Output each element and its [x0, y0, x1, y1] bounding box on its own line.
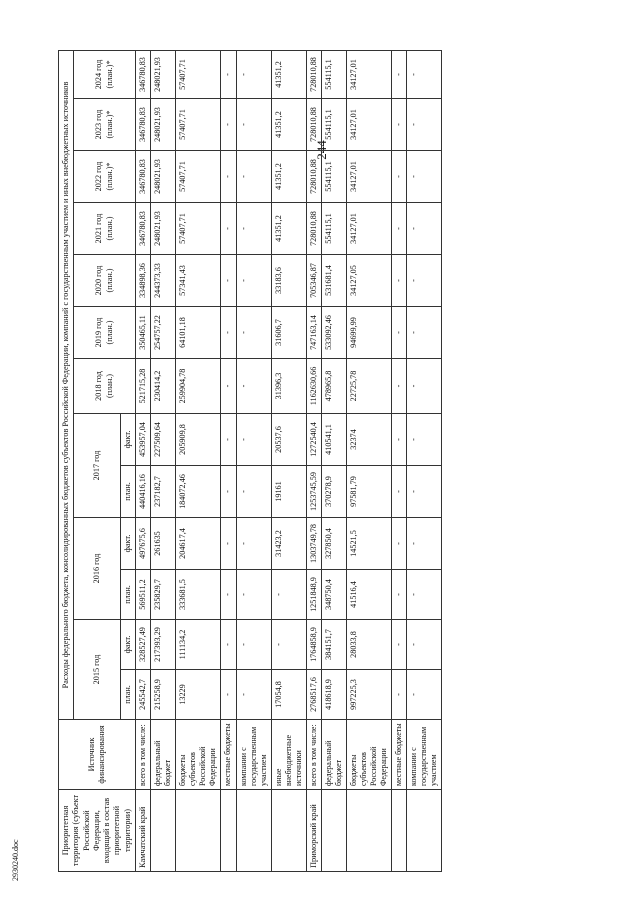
value-cell: 94699,99: [347, 307, 392, 359]
value-cell: -: [407, 518, 442, 570]
value-cell: -: [407, 203, 442, 255]
header-2016: 2016 год: [74, 518, 120, 620]
header-2022: 2022 год (план.)*: [74, 151, 136, 203]
value-cell: 1303749,78: [306, 518, 322, 570]
table-body: [135, 50, 442, 871]
value-cell: 205909,8: [176, 414, 221, 466]
value-cell: -: [236, 620, 271, 670]
source-cell: федеральный бюджет: [151, 720, 176, 790]
header-2024: 2024 год (план.)*: [74, 50, 136, 98]
value-cell: -: [236, 414, 271, 466]
header-2021: 2021 год (план.): [74, 203, 136, 255]
table-row: [236, 50, 271, 871]
value-cell: 41516,4: [347, 570, 392, 620]
value-cell: -: [221, 466, 236, 518]
value-cell: 41351,2: [271, 151, 306, 203]
value-cell: -: [407, 670, 442, 720]
value-cell: -: [407, 50, 442, 98]
value-cell: 554115,1: [322, 151, 347, 203]
value-cell: 32374: [347, 414, 392, 466]
value-cell: -: [236, 99, 271, 151]
value-cell: 346780,83: [135, 99, 151, 151]
value-cell: -: [407, 99, 442, 151]
source-cell: местные бюджеты: [392, 720, 407, 790]
value-cell: 554115,1: [322, 99, 347, 151]
value-cell: 57407,71: [176, 203, 221, 255]
value-cell: -: [221, 570, 236, 620]
region-cell: [236, 790, 271, 872]
value-cell: 215258,9: [151, 670, 176, 720]
value-cell: 334898,36: [135, 255, 151, 307]
value-cell: -: [407, 620, 442, 670]
value-cell: 248021,93: [151, 203, 176, 255]
value-cell: -: [392, 307, 407, 359]
value-cell: 248021,93: [151, 151, 176, 203]
value-cell: 384151,7: [322, 620, 347, 670]
value-cell: 346780,83: [135, 151, 151, 203]
value-cell: 235829,7: [151, 570, 176, 620]
header-2017-fact: факт.: [120, 414, 135, 466]
value-cell: 259904,78: [176, 359, 221, 414]
region-cell: [392, 790, 407, 872]
value-cell: -: [392, 670, 407, 720]
header-2015-fact: факт.: [120, 620, 135, 670]
value-cell: -: [407, 466, 442, 518]
page-number: 244: [313, 140, 329, 160]
value-cell: -: [221, 307, 236, 359]
table-row: [392, 50, 407, 871]
table-row: [135, 50, 151, 871]
value-cell: 13229: [176, 670, 221, 720]
value-cell: 237182,7: [151, 466, 176, 518]
region-cell: [407, 790, 442, 872]
value-cell: 747163,14: [306, 307, 322, 359]
value-cell: 2768517,6: [306, 670, 322, 720]
value-cell: -: [407, 255, 442, 307]
region-cell: [151, 790, 176, 872]
value-cell: -: [392, 359, 407, 414]
value-cell: 217393,29: [151, 620, 176, 670]
value-cell: 346780,83: [135, 50, 151, 98]
header-2020: 2020 год (план.): [74, 255, 136, 307]
value-cell: -: [221, 359, 236, 414]
header-source: Источник финансирования: [59, 720, 136, 790]
value-cell: -: [392, 620, 407, 670]
value-cell: 1253745,59: [306, 466, 322, 518]
value-cell: -: [271, 570, 306, 620]
value-cell: -: [236, 307, 271, 359]
source-cell: компании с государственным участием: [236, 720, 271, 790]
value-cell: -: [392, 255, 407, 307]
value-cell: -: [392, 518, 407, 570]
table-row: [271, 50, 306, 871]
header-territory: Приоритетная территория (субъект Российской Федерации, входящий в состав приоритетной территории): [59, 790, 136, 872]
value-cell: 728010,88: [306, 99, 322, 151]
value-cell: 1162630,66: [306, 359, 322, 414]
source-cell: иные внебюджетные источники: [271, 720, 306, 790]
value-cell: 184072,46: [176, 466, 221, 518]
header-2016-fact: факт.: [120, 518, 135, 570]
value-cell: 17054,8: [271, 670, 306, 720]
table-row: [151, 50, 176, 871]
value-cell: -: [407, 359, 442, 414]
value-cell: 111134,2: [176, 620, 221, 670]
value-cell: 327850,4: [322, 518, 347, 570]
value-cell: 34127,01: [347, 99, 392, 151]
value-cell: 97581,79: [347, 466, 392, 518]
value-cell: 20537,6: [271, 414, 306, 466]
header-group-title: Расходы федерального бюджета, консолидированных бюджетов субъектов Российской Федерации, компаний с государственным участием и иных внебюджетных источников: [59, 50, 74, 719]
value-cell: 57407,71: [176, 99, 221, 151]
value-cell: -: [392, 414, 407, 466]
value-cell: 497675,6: [135, 518, 151, 570]
value-cell: 728010,88: [306, 203, 322, 255]
value-cell: -: [221, 670, 236, 720]
value-cell: 418618,9: [322, 670, 347, 720]
value-cell: 244373,33: [151, 255, 176, 307]
value-cell: 41351,2: [271, 203, 306, 255]
region-cell: [271, 790, 306, 872]
value-cell: 569511,2: [135, 570, 151, 620]
value-cell: 41351,2: [271, 50, 306, 98]
source-cell: местные бюджеты: [221, 720, 236, 790]
value-cell: 350465,11: [135, 307, 151, 359]
table-row: [407, 50, 442, 871]
value-cell: -: [236, 151, 271, 203]
value-cell: 57407,71: [176, 151, 221, 203]
table-row: [322, 50, 347, 871]
value-cell: 728010,88: [306, 50, 322, 98]
value-cell: -: [221, 620, 236, 670]
value-cell: 453957,04: [135, 414, 151, 466]
value-cell: 254757,22: [151, 307, 176, 359]
value-cell: -: [236, 359, 271, 414]
value-cell: 333681,5: [176, 570, 221, 620]
value-cell: -: [392, 570, 407, 620]
region-cell: Камчатский край: [135, 790, 151, 872]
value-cell: 33183,6: [271, 255, 306, 307]
region-cell: [347, 790, 392, 872]
value-cell: 245542,7: [135, 670, 151, 720]
value-cell: 19161: [271, 466, 306, 518]
value-cell: -: [236, 466, 271, 518]
source-cell: всего в том числе:: [306, 720, 322, 790]
value-cell: 204617,4: [176, 518, 221, 570]
footer-filename: 2930240.doc: [11, 839, 20, 881]
value-cell: 31396,3: [271, 359, 306, 414]
value-cell: 1764858,9: [306, 620, 322, 670]
value-cell: -: [236, 518, 271, 570]
header-2017: 2017 год: [74, 414, 120, 518]
header-2016-plan: план.: [120, 570, 135, 620]
value-cell: -: [392, 466, 407, 518]
value-cell: 31423,2: [271, 518, 306, 570]
value-cell: 1251848,9: [306, 570, 322, 620]
value-cell: 230414,2: [151, 359, 176, 414]
value-cell: 41351,2: [271, 99, 306, 151]
value-cell: -: [221, 203, 236, 255]
value-cell: -: [236, 203, 271, 255]
value-cell: -: [392, 203, 407, 255]
rotated-table-container: [58, 52, 638, 872]
value-cell: 261635: [151, 518, 176, 570]
value-cell: 348750,4: [322, 570, 347, 620]
source-cell: федеральный бюджет: [322, 720, 347, 790]
value-cell: 31606,7: [271, 307, 306, 359]
value-cell: 328527,49: [135, 620, 151, 670]
value-cell: -: [271, 620, 306, 670]
value-cell: -: [236, 570, 271, 620]
value-cell: 1272540,4: [306, 414, 322, 466]
value-cell: 28033,8: [347, 620, 392, 670]
table-row: [347, 50, 392, 871]
value-cell: 997225,3: [347, 670, 392, 720]
value-cell: -: [236, 670, 271, 720]
value-cell: -: [407, 307, 442, 359]
header-2018: 2018 год (план.): [74, 359, 136, 414]
value-cell: 554115,1: [322, 50, 347, 98]
value-cell: 370278,9: [322, 466, 347, 518]
value-cell: -: [221, 99, 236, 151]
value-cell: -: [407, 151, 442, 203]
value-cell: 440416,16: [135, 466, 151, 518]
value-cell: -: [392, 50, 407, 98]
value-cell: 478965,8: [322, 359, 347, 414]
value-cell: 57341,43: [176, 255, 221, 307]
header-2017-plan: план.: [120, 466, 135, 518]
region-cell: [176, 790, 221, 872]
value-cell: 34127,01: [347, 50, 392, 98]
value-cell: 728010,88: [306, 151, 322, 203]
table-row: [221, 50, 236, 871]
value-cell: 521715,28: [135, 359, 151, 414]
value-cell: -: [236, 50, 271, 98]
source-cell: бюджеты субъектов Российской Федерации: [347, 720, 392, 790]
value-cell: 227509,64: [151, 414, 176, 466]
region-cell: [322, 790, 347, 872]
value-cell: 64101,18: [176, 307, 221, 359]
value-cell: -: [236, 255, 271, 307]
region-cell: Приморский край: [306, 790, 322, 872]
header-2015: 2015 год: [74, 620, 120, 720]
value-cell: 533092,46: [322, 307, 347, 359]
value-cell: -: [221, 151, 236, 203]
value-cell: 248021,93: [151, 99, 176, 151]
header-2015-plan: план.: [120, 670, 135, 720]
header-2019: 2019 год (план.): [74, 307, 136, 359]
value-cell: -: [221, 255, 236, 307]
source-cell: всего в том числе:: [135, 720, 151, 790]
value-cell: 410541,1: [322, 414, 347, 466]
table-row: [306, 50, 322, 871]
value-cell: 57407,71: [176, 50, 221, 98]
source-cell: компании с государственным участием: [407, 720, 442, 790]
value-cell: 22725,78: [347, 359, 392, 414]
value-cell: 248021,93: [151, 50, 176, 98]
value-cell: -: [221, 50, 236, 98]
value-cell: 554115,1: [322, 203, 347, 255]
value-cell: -: [407, 414, 442, 466]
financing-table: [58, 50, 442, 872]
value-cell: -: [392, 99, 407, 151]
source-cell: бюджеты субъектов Российской Федерации: [176, 720, 221, 790]
header-2023: 2023 год (план.)*: [74, 99, 136, 151]
value-cell: 34127,01: [347, 203, 392, 255]
value-cell: 14521,5: [347, 518, 392, 570]
value-cell: -: [221, 518, 236, 570]
value-cell: -: [392, 151, 407, 203]
table-row: [176, 50, 221, 871]
value-cell: -: [407, 570, 442, 620]
value-cell: -: [221, 414, 236, 466]
value-cell: 705346,87: [306, 255, 322, 307]
value-cell: 34127,01: [347, 151, 392, 203]
value-cell: 346780,83: [135, 203, 151, 255]
value-cell: 531681,4: [322, 255, 347, 307]
value-cell: 34127,05: [347, 255, 392, 307]
region-cell: [221, 790, 236, 872]
